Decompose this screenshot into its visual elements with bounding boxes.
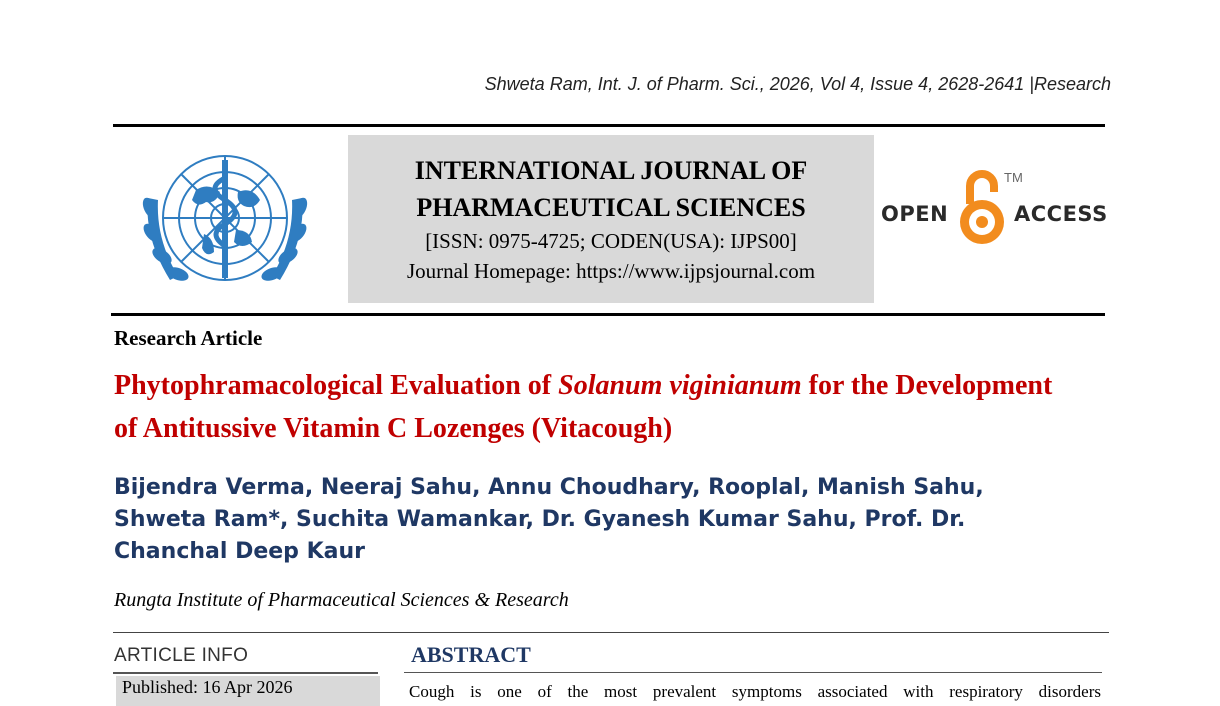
title-part2: for the Development of Antitussive Vitamin C Lozenges (Vitacough) xyxy=(114,370,1053,444)
journal-name-line1: INTERNATIONAL JOURNAL OF xyxy=(414,156,808,185)
article-info-heading: ARTICLE INFO xyxy=(114,645,249,666)
journal-homepage: Journal Homepage: https://www.ijpsjournal.com xyxy=(406,259,816,283)
journal-name-line2: PHARMACEUTICAL SCIENCES xyxy=(416,193,806,222)
journal-masthead xyxy=(348,135,874,303)
title-species: Solanum viginianum xyxy=(558,370,802,401)
open-lock-icon xyxy=(954,166,1010,250)
published-date: Published: 16 Apr 2026 xyxy=(116,676,380,706)
trademark-mark: TM xyxy=(1004,170,1023,185)
journal-emblem-icon xyxy=(126,138,324,306)
abstract-heading: ABSTRACT xyxy=(411,642,531,667)
title-part1: Phytophramacological Evaluation of xyxy=(114,370,559,401)
article-type: Research Article xyxy=(114,326,263,350)
article-info-rule xyxy=(113,672,378,674)
article-title xyxy=(114,364,1074,450)
author-list: Bijendra Verma, Neeraj Sahu, Annu Choudhary, Rooplal, Manish Sahu, Shweta Ram*, Suchita Wamankar, Dr. Gyanesh Kumar Sahu, Prof. Dr. Chanchal Deep Kaur xyxy=(114,475,984,564)
affiliation: Rungta Institute of Pharmaceutical Sciences & Research xyxy=(114,589,569,611)
open-access-word1: OPEN xyxy=(881,202,949,226)
abstract-text: Cough is one of the most prevalent symptoms associated with respiratory disorders xyxy=(409,682,1101,701)
open-access-logo xyxy=(878,166,1108,250)
abstract-rule xyxy=(404,672,1102,673)
open-access-word2: ACCESS xyxy=(1014,202,1108,226)
journal-issn: [ISSN: 0975-4725; CODEN(USA): IJPS00] xyxy=(425,229,797,253)
masthead-rule xyxy=(111,313,1105,316)
running-citation: Shweta Ram, Int. J. of Pharm. Sci., 2026, Vol 4, Issue 4, 2628-2641 |Research xyxy=(484,74,1111,94)
header-rule xyxy=(113,124,1105,127)
section-divider xyxy=(113,632,1109,633)
